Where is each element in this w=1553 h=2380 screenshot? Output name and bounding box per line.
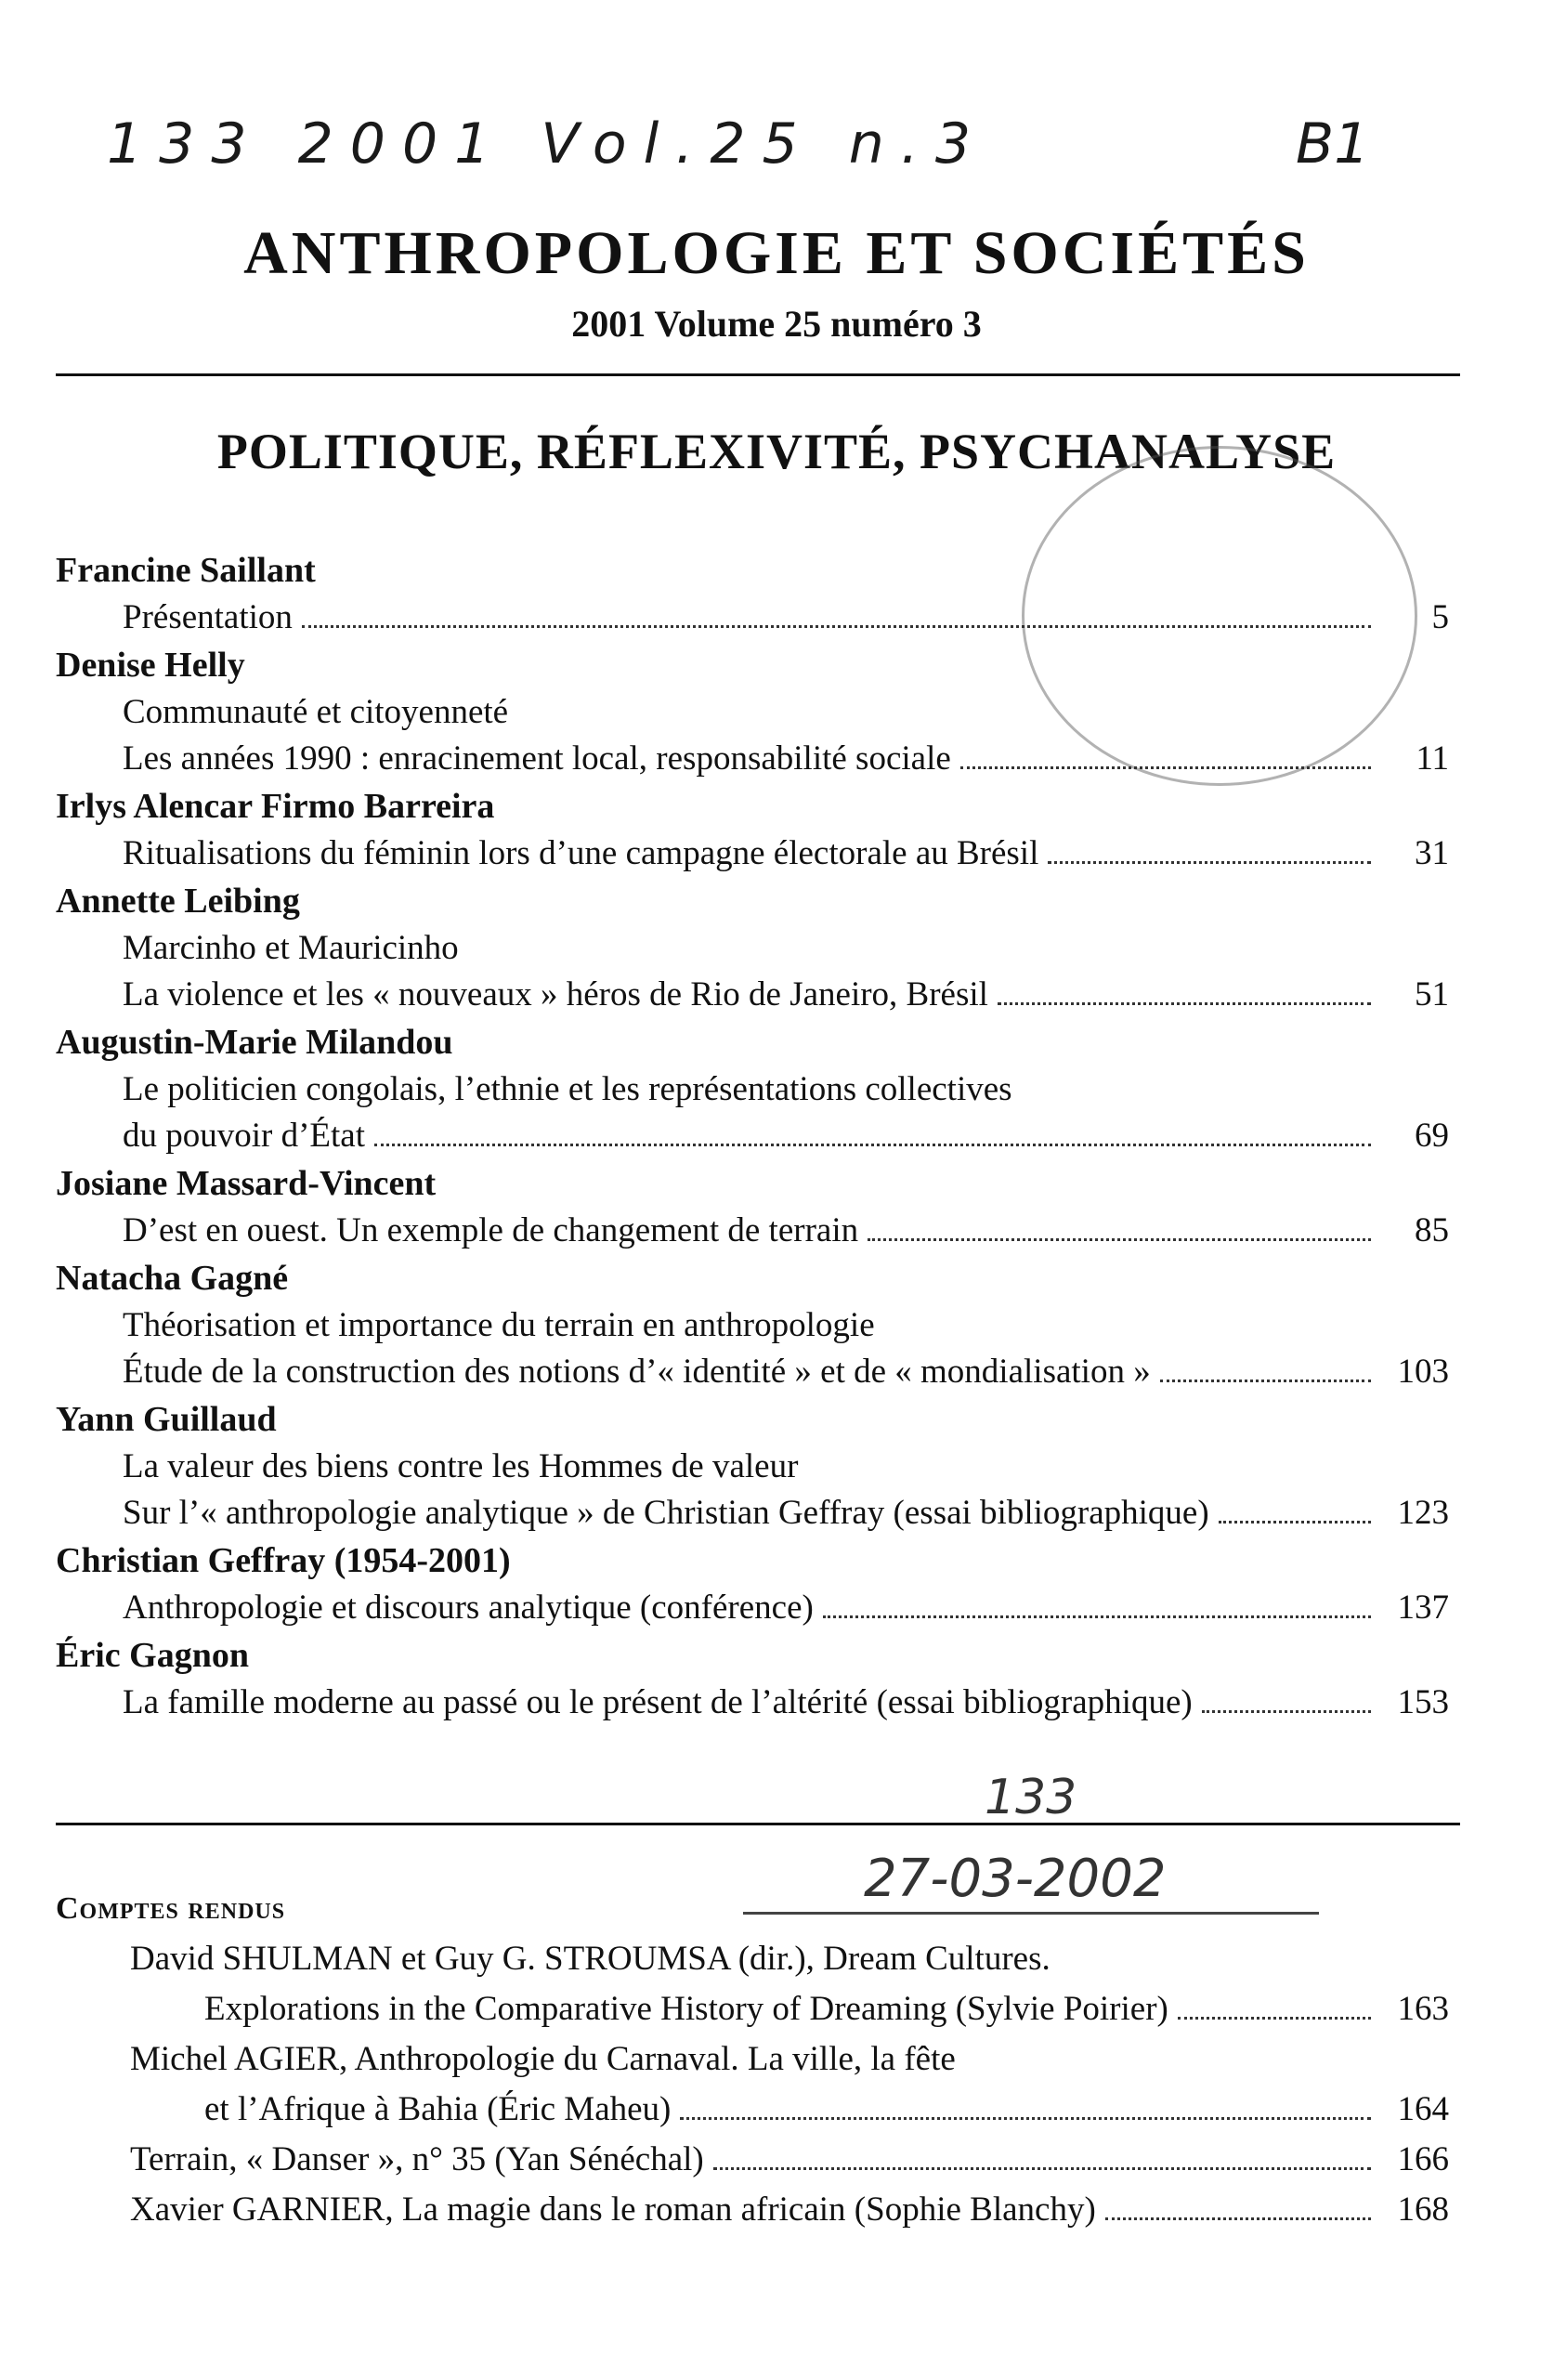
toc-author: Éric Gagnon — [56, 1636, 249, 1675]
page-number: 31 — [1415, 834, 1449, 872]
toc-entry-title: Communauté et citoyenneté — [123, 693, 509, 731]
toc-entry-title: D’est en ouest. Un exemple de changement de terrain — [123, 1211, 859, 1249]
toc-entry — [56, 972, 1449, 1018]
toc-entry-title: Anthropologie et discours analytique (conférence) — [123, 1589, 814, 1627]
review-text: Xavier GARNIER, La magie dans le roman africain (Sophie Blanchy) — [130, 2190, 1096, 2229]
toc-entry — [56, 1680, 1449, 1726]
reviews-section — [56, 1884, 1449, 2235]
page-number: 137 — [1397, 1589, 1449, 1627]
toc-entry-title: Théorisation et importance du terrain en anthropologie — [123, 1306, 875, 1344]
toc-entry-title: Étude de la construction des notions d’« identité » et de « mondialisation » — [123, 1353, 1151, 1391]
toc-entry-title: La violence et les « nouveaux » héros de Rio de Janeiro, Brésil — [123, 975, 988, 1013]
bottom-rule — [56, 1823, 1460, 1825]
toc-author: Irlys Alencar Firmo Barreira — [56, 787, 495, 826]
page-number: 11 — [1416, 739, 1449, 778]
dot-leader — [1048, 860, 1371, 864]
dot-leader — [1160, 1379, 1371, 1382]
handwritten-note: 133 2001 Vol.25 n.3 — [107, 111, 988, 177]
page-number: 123 — [1397, 1494, 1449, 1532]
toc-author: Natacha Gagné — [56, 1259, 289, 1298]
toc-entry — [56, 1349, 1449, 1395]
toc-entry-title: Ritualisations du féminin lors d’une campagne électorale au Brésil — [123, 834, 1039, 872]
review-text: Terrain, « Danser », n° 35 (Yan Sénéchal) — [130, 2140, 704, 2178]
toc-entry — [56, 1208, 1449, 1254]
section-title: POLITIQUE, RÉFLEXIVITÉ, PSYCHANALYSE — [216, 424, 1337, 479]
toc-entry — [56, 595, 1449, 641]
handwritten-corner-mark: B1 — [1296, 111, 1370, 177]
stamp-date: 27-03-2002 — [864, 1849, 1167, 1909]
page-number: 163 — [1397, 1990, 1449, 2028]
dot-leader — [998, 1001, 1371, 1005]
toc-entry — [56, 925, 1449, 972]
toc-entry-title: du pouvoir d’État — [123, 1117, 366, 1155]
dot-leader — [1178, 2016, 1371, 2020]
review-entry — [56, 2085, 1449, 2135]
dot-leader — [1219, 1520, 1371, 1523]
page-number: 69 — [1415, 1117, 1449, 1155]
review-text: Michel AGIER, Anthropologie du Carnaval. La ville, la fête — [130, 2040, 956, 2078]
dot-leader — [680, 2116, 1371, 2120]
review-entry — [56, 2034, 1449, 2085]
dot-leader — [374, 1143, 1371, 1146]
toc-entry — [56, 1585, 1449, 1631]
page-number: 164 — [1397, 2090, 1449, 2128]
toc-entry-title: Marcinho et Mauricinho — [123, 929, 459, 967]
toc-author: Denise Helly — [56, 646, 245, 685]
reviews-heading: Comptes rendus — [56, 1891, 286, 1926]
toc-entry — [56, 1302, 1449, 1349]
toc-entry — [56, 736, 1449, 782]
toc-entry — [56, 830, 1449, 877]
dot-leader — [960, 765, 1371, 769]
dot-leader — [823, 1615, 1371, 1618]
toc-entry — [56, 1113, 1449, 1159]
page-number: 5 — [1431, 598, 1449, 636]
dot-leader — [868, 1237, 1371, 1241]
review-entry — [56, 1934, 1449, 1984]
review-entry — [56, 1984, 1449, 2034]
page-number: 51 — [1415, 975, 1449, 1013]
dot-leader — [302, 624, 1371, 628]
toc-author: Yann Guillaud — [56, 1400, 277, 1439]
toc-entry-title: La valeur des biens contre les Hommes de valeur — [123, 1447, 799, 1485]
toc-entry — [56, 1066, 1449, 1113]
toc-author: Augustin-Marie Milandou — [56, 1023, 453, 1062]
journal-title: ANTHROPOLOGIE ET SOCIÉTÉS — [243, 219, 1310, 287]
stamp-number: 133 — [985, 1770, 1077, 1825]
page-number: 103 — [1397, 1353, 1449, 1391]
toc-author: Josiane Massard-Vincent — [56, 1164, 437, 1203]
page-number: 166 — [1397, 2140, 1449, 2178]
review-text: Explorations in the Comparative History of Dreaming (Sylvie Poirier) — [204, 1990, 1168, 2028]
page-number: 168 — [1397, 2190, 1449, 2229]
journal-subtitle: 2001 Volume 25 numéro 3 — [571, 303, 982, 345]
review-text: David SHULMAN et Guy G. STROUMSA (dir.), Dream Cultures. — [130, 1940, 1051, 1978]
dot-leader — [713, 2166, 1371, 2170]
toc-entry — [56, 1490, 1449, 1537]
toc-author: Francine Saillant — [56, 551, 316, 590]
toc-entry-title: Le politicien congolais, l’ethnie et les représentations collectives — [123, 1070, 1012, 1108]
page-number: 85 — [1415, 1211, 1449, 1249]
page-number: 153 — [1397, 1683, 1449, 1721]
dot-leader — [1105, 2217, 1371, 2220]
toc-author: Christian Geffray (1954-2001) — [56, 1541, 511, 1580]
toc-entry-title: Présentation — [123, 598, 293, 636]
header-rule — [56, 373, 1460, 376]
table-of-contents — [56, 546, 1449, 1726]
toc-entry — [56, 1444, 1449, 1490]
review-entry — [56, 2135, 1449, 2185]
review-text: et l’Afrique à Bahia (Éric Maheu) — [204, 2090, 672, 2128]
toc-author: Annette Leibing — [56, 882, 300, 921]
toc-entry-title: Sur l’« anthropologie analytique » de Christian Geffray (essai bibliographique) — [123, 1494, 1209, 1532]
dot-leader — [1202, 1709, 1371, 1713]
toc-entry — [56, 689, 1449, 736]
toc-entry-title: Les années 1990 : enracinement local, responsabilité sociale — [123, 739, 951, 778]
review-entry — [56, 2185, 1449, 2235]
toc-entry-title: La famille moderne au passé ou le présent de l’altérité (essai bibliographique) — [123, 1683, 1193, 1721]
